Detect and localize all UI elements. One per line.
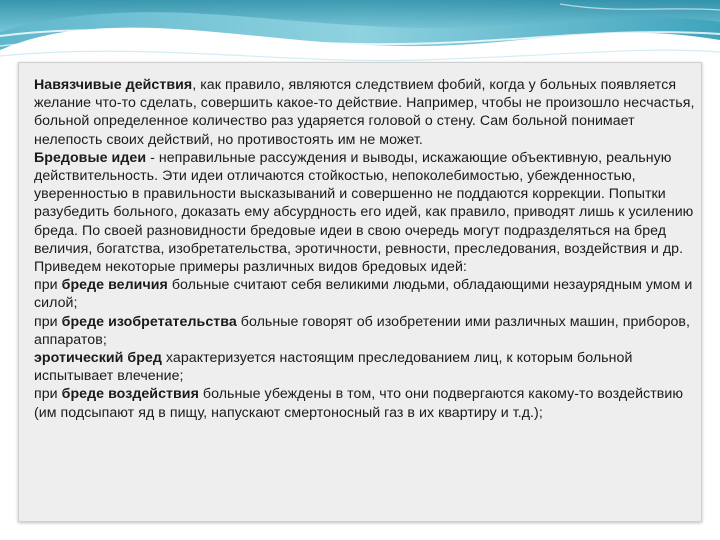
- paragraph-text: больные считают себя великими людьми, обладающими незаурядным умом и силой;: [34, 277, 693, 312]
- paragraph-grandeur: [34, 276, 704, 312]
- bold-term: Бредовые идеи: [34, 149, 147, 166]
- paragraph-text: больные убеждены в том, что они подвергаются какому-то воздействию (им подсыпают яд в пищу, напускают смертоносный газ в их квартиру и т.д.);: [34, 386, 684, 421]
- slide-body-text: [34, 76, 704, 422]
- bold-term: бреде изобретательства: [61, 313, 237, 330]
- paragraph-text: Приведем некоторые примеры различных видов бредовых идей:: [34, 259, 467, 276]
- paragraph-text: при: [34, 313, 62, 330]
- bold-term: бреде воздействия: [61, 386, 199, 403]
- bold-term: эротический бред: [34, 350, 162, 367]
- paragraph-text: при: [34, 386, 62, 403]
- paragraph-examples-intro: [34, 258, 704, 276]
- paragraph-text: , как правило, являются следствием фобий, когда у больных появляется желание что-то сделать, совершить какое-то действие. Например, чтобы не произошло несчастья, больной определенное количество раз ударяется головой о стену. Сам больной понимает нелепость своих действий, но противостоять им не может.: [34, 77, 695, 148]
- paragraph-text: при: [34, 277, 62, 294]
- paragraph-text: - неправильные рассуждения и выводы, искажающие объективную, реальную действительность. Эти идеи отличаются стойкостью, непоколебимостью, убежденностью, уверенностью в правильности высказываний и совершенно не поддаются коррекции. Попытки разубедить больного, доказать ему абсурдность его идей, как правило, приводят лишь к усилению бреда. По своей разновидности бредовые идеи в свою очередь могут подразделяться на бред величия, богатства, изобретательства, эротичности, ревности, преследования, воздействия и др.: [34, 149, 694, 257]
- bold-term: бреде величия: [61, 277, 168, 294]
- paragraph-invention: [34, 313, 704, 349]
- paragraph-erotic: [34, 349, 704, 385]
- paragraph-obsessive-actions: [34, 76, 704, 149]
- paragraph-text: характеризуется настоящим преследованием лиц, к которым больной испытывает влечение;: [34, 350, 633, 385]
- paragraph-influence: [34, 385, 704, 421]
- paragraph-text: больные говорят об изобретении ими различных машин, приборов, аппаратов;: [34, 313, 690, 348]
- paragraph-delusional-ideas: [34, 149, 704, 258]
- bold-term: Навязчивые действия: [34, 77, 193, 93]
